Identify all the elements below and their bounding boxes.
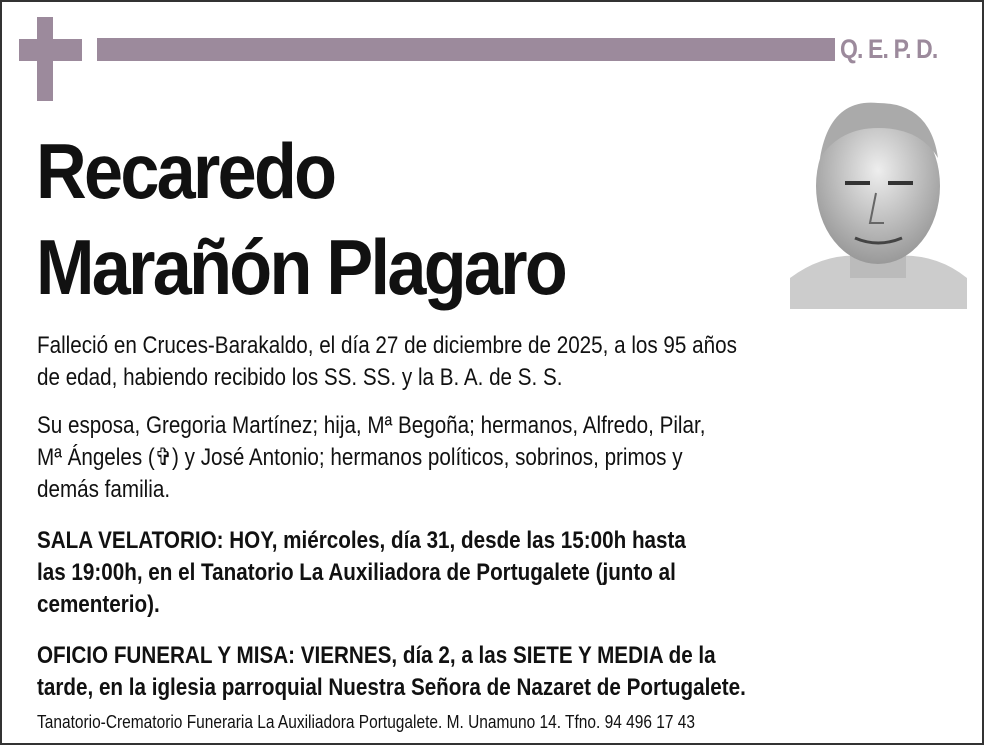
funeral-paragraph	[37, 640, 897, 704]
cross-icon-arm	[19, 39, 82, 61]
family-line: Su esposa, Gregoria Martínez; hija, Mª Begoña; hermanos, Alfredo, Pilar,	[37, 412, 706, 439]
death-paragraph	[37, 330, 897, 394]
deceased-name-first: Recaredo	[36, 127, 335, 215]
wake-line: las 19:00h, en el Tanatorio La Auxiliadora de Portugalete (junto al	[37, 559, 676, 586]
header-bar	[97, 38, 835, 61]
funeral-home-footer: Tanatorio-Crematorio Funeraria La Auxiliadora Portugalete. M. Unamuno 14. Tfno. 94 496 17 43	[37, 712, 696, 732]
wake-paragraph	[37, 525, 897, 621]
family-line: demás familia.	[37, 476, 171, 503]
deceased-photo	[790, 98, 967, 309]
wake-line: cementerio).	[37, 591, 160, 618]
family-paragraph	[37, 410, 897, 506]
qepd-label: Q. E. P. D.	[840, 34, 938, 64]
funeral-line: OFICIO FUNERAL Y MISA: VIERNES, día 2, a las SIETE Y MEDIA de la	[37, 642, 716, 669]
funeral-line: tarde, en la iglesia parroquial Nuestra Señora de Nazaret de Portugalete.	[37, 674, 746, 701]
death-line: Falleció en Cruces-Barakaldo, el día 27 de diciembre de 2025, a los 95 años	[37, 332, 737, 359]
wake-line: SALA VELATORIO: HOY, miércoles, día 31, desde las 15:00h hasta	[37, 527, 686, 554]
deceased-name-second: Marañón Plagaro	[36, 223, 566, 311]
death-line: de edad, habiendo recibido los SS. SS. y la B. A. de S. S.	[37, 364, 563, 391]
family-line: Mª Ángeles (✞) y José Antonio; hermanos políticos, sobrinos, primos y	[37, 444, 683, 471]
